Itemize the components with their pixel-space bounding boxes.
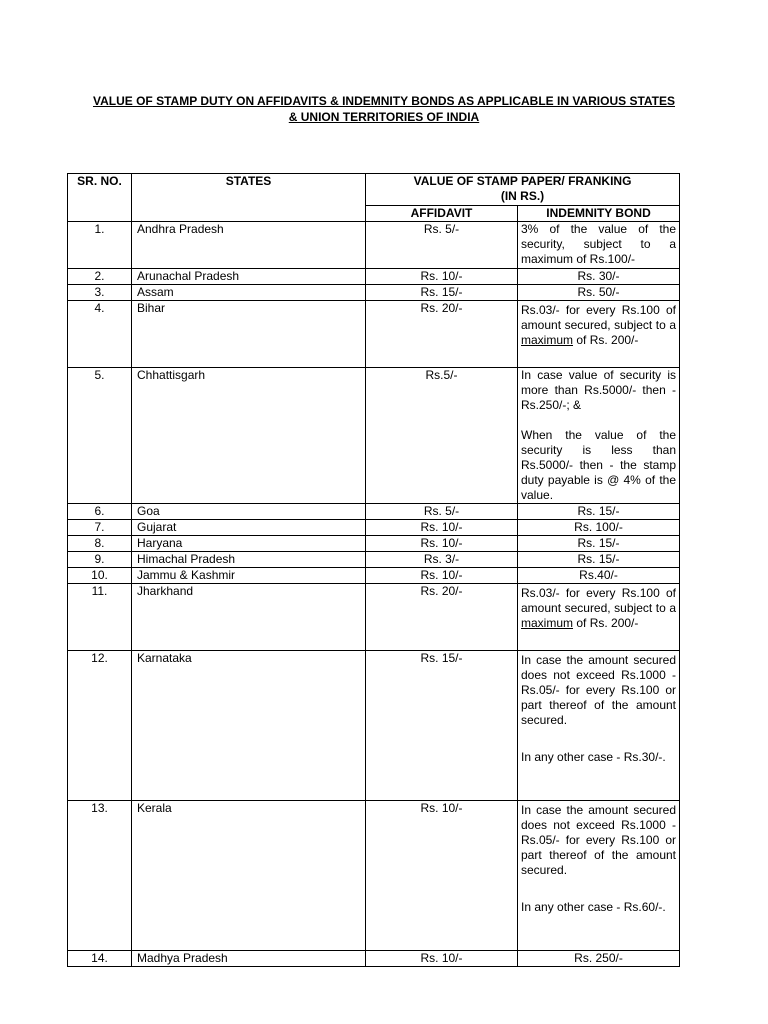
indemnity-text: of Rs. 200/- xyxy=(573,616,639,630)
affidavit-cell: Rs. 10/- xyxy=(366,568,518,584)
affidavit-cell: Rs. 5/- xyxy=(366,504,518,520)
affidavit-cell: Rs. 15/- xyxy=(366,285,518,301)
indemnity-cell: Rs. 15/- xyxy=(518,504,680,520)
table-row xyxy=(68,951,680,967)
indemnity-paragraph: When the value of the security is less than Rs.5000/- then - the stamp duty payable is @ 4% of the value. xyxy=(521,428,677,502)
affidavit-cell: Rs. 10/- xyxy=(366,536,518,552)
sr-no-cell: 2. xyxy=(68,269,132,285)
indemnity-cell xyxy=(518,301,680,368)
state-cell: Himachal Pradesh xyxy=(132,552,366,568)
title-line-2: & UNION TERRITORIES OF INDIA xyxy=(288,110,480,124)
table-row xyxy=(68,552,680,568)
indemnity-cell xyxy=(518,368,680,504)
table-row xyxy=(68,651,680,801)
sr-no-cell: 10. xyxy=(68,568,132,584)
indemnity-text: Rs.03/- for every Rs.100 of amount secured, subject to a xyxy=(521,586,677,615)
affidavit-cell: Rs. 10/- xyxy=(366,520,518,536)
state-cell: Gujarat xyxy=(132,520,366,536)
title-line-1: VALUE OF STAMP DUTY ON AFFIDAVITS & INDEMNITY BONDS AS APPLICABLE IN VARIOUS STATES xyxy=(92,94,676,108)
sr-no-cell: 14. xyxy=(68,951,132,967)
table-row xyxy=(68,269,680,285)
sr-no-cell: 11. xyxy=(68,584,132,651)
sr-no-cell: 9. xyxy=(68,552,132,568)
sr-no-cell: 3. xyxy=(68,285,132,301)
document-title xyxy=(0,93,768,125)
state-cell: Assam xyxy=(132,285,366,301)
affidavit-cell: Rs. 5/- xyxy=(366,222,518,269)
indemnity-cell: Rs. 250/- xyxy=(518,951,680,967)
sr-no-cell: 6. xyxy=(68,504,132,520)
header-sr-no: SR. NO. xyxy=(68,174,132,222)
header-affidavit: AFFIDAVIT xyxy=(366,206,518,222)
sr-no-cell: 13. xyxy=(68,801,132,951)
stamp-duty-table xyxy=(67,173,680,967)
indemnity-text: of Rs. 200/- xyxy=(573,333,639,347)
header-value-line-2: (IN RS.) xyxy=(500,189,545,203)
indemnity-paragraph: In case value of security is more than Rs.5000/- then - Rs.250/-; & xyxy=(521,368,677,412)
table-row xyxy=(68,368,680,504)
table-row xyxy=(68,801,680,951)
sr-no-cell: 5. xyxy=(68,368,132,504)
state-cell: Karnataka xyxy=(132,651,366,801)
table-row xyxy=(68,222,680,269)
indemnity-cell: 3% of the value of the security, subject to a maximum of Rs.100/- xyxy=(518,222,680,269)
indemnity-underlined: maximum xyxy=(521,616,574,630)
affidavit-cell: Rs. 10/- xyxy=(366,801,518,951)
state-cell: Chhattisgarh xyxy=(132,368,366,504)
table-row xyxy=(68,504,680,520)
indemnity-text: Rs.03/- for every Rs.100 of amount secured, subject to a xyxy=(521,303,677,332)
sr-no-cell: 1. xyxy=(68,222,132,269)
affidavit-cell: Rs. 15/- xyxy=(366,651,518,801)
table-row xyxy=(68,584,680,651)
affidavit-cell: Rs. 3/- xyxy=(366,552,518,568)
state-cell: Madhya Pradesh xyxy=(132,951,366,967)
state-cell: Haryana xyxy=(132,536,366,552)
state-cell: Jammu & Kashmir xyxy=(132,568,366,584)
state-cell: Bihar xyxy=(132,301,366,368)
indemnity-cell: Rs. 50/- xyxy=(518,285,680,301)
header-value-line-1: VALUE OF STAMP PAPER/ FRANKING xyxy=(413,174,632,188)
state-cell: Arunachal Pradesh xyxy=(132,269,366,285)
state-cell: Kerala xyxy=(132,801,366,951)
indemnity-cell: Rs. 30/- xyxy=(518,269,680,285)
table-row xyxy=(68,520,680,536)
header-states: STATES xyxy=(132,174,366,222)
header-row xyxy=(68,174,680,206)
affidavit-cell: Rs. 10/- xyxy=(366,951,518,967)
indemnity-paragraph: In any other case - Rs.60/-. xyxy=(521,900,666,914)
table-row xyxy=(68,536,680,552)
indemnity-paragraph: In any other case - Rs.30/-. xyxy=(521,750,666,764)
table-row xyxy=(68,568,680,584)
state-cell: Andhra Pradesh xyxy=(132,222,366,269)
indemnity-cell: Rs. 15/- xyxy=(518,536,680,552)
header-indemnity: INDEMNITY BOND xyxy=(518,206,680,222)
sr-no-cell: 12. xyxy=(68,651,132,801)
affidavit-cell: Rs. 20/- xyxy=(366,301,518,368)
indemnity-cell: Rs. 15/- xyxy=(518,552,680,568)
indemnity-cell: Rs.40/- xyxy=(518,568,680,584)
sr-no-cell: 8. xyxy=(68,536,132,552)
sr-no-cell: 7. xyxy=(68,520,132,536)
indemnity-paragraph: In case the amount secured does not exceed Rs.1000 - Rs.05/- for every Rs.100 or part thereof of the amount secured. xyxy=(521,803,677,877)
state-cell: Goa xyxy=(132,504,366,520)
affidavit-cell: Rs.5/- xyxy=(366,368,518,504)
indemnity-underlined: maximum xyxy=(521,333,574,347)
header-value xyxy=(366,174,680,206)
indemnity-cell xyxy=(518,801,680,951)
indemnity-cell xyxy=(518,651,680,801)
affidavit-cell: Rs. 20/- xyxy=(366,584,518,651)
table-row xyxy=(68,301,680,368)
indemnity-cell: Rs. 100/- xyxy=(518,520,680,536)
sr-no-cell: 4. xyxy=(68,301,132,368)
affidavit-cell: Rs. 10/- xyxy=(366,269,518,285)
indemnity-cell xyxy=(518,584,680,651)
indemnity-paragraph: In case the amount secured does not exceed Rs.1000 - Rs.05/- for every Rs.100 or part thereof of the amount secured. xyxy=(521,653,677,727)
table-row xyxy=(68,285,680,301)
state-cell: Jharkhand xyxy=(132,584,366,651)
